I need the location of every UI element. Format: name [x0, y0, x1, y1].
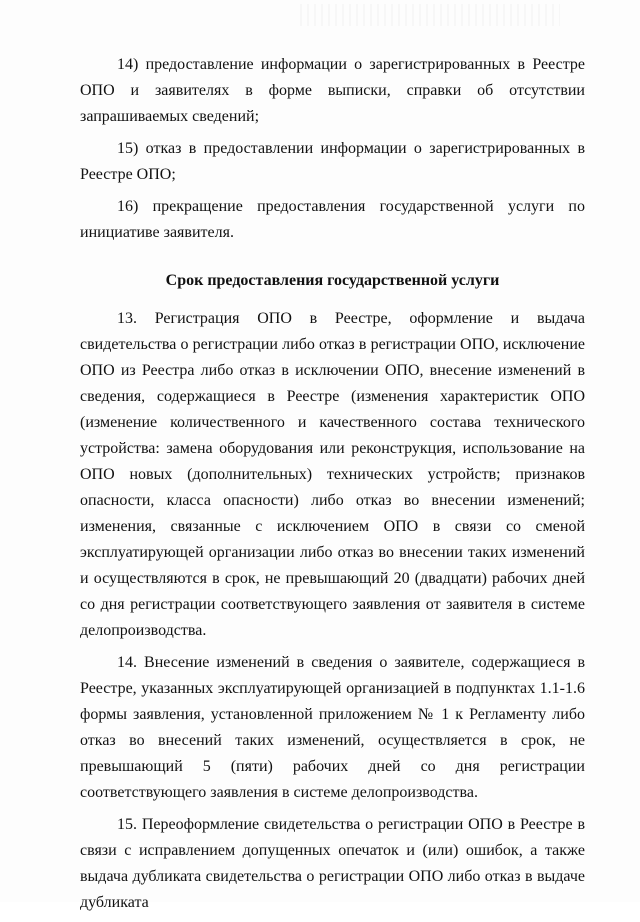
section-heading: Срок предоставления государственной услуги	[165, 272, 500, 289]
scan-artifact	[300, 4, 560, 26]
clause-13: 13. Регистрация ОПО в Реестре, оформление и выдача свидетельства о регистрации либо отказ в регистрации ОПО, исключение ОПО из Реестра либо отказ в исключении ОПО, внесение изменений в сведения, содержащиеся в Реестре (изменения характеристик ОПО (изменение количественного и качественного состава технического устройства: замена оборудования или реконструкция, использование на ОПО новых (дополнительных) технических устройств; признаков опасности, класса опасности) либо отказ во внесении изменений; изменения, связанные с исключением ОПО в связи со сменой эксплуатирующей организации либо отказ во внесении таких изменений и осуществляются в срок, не превышающий 20 (двадцати) рабочих дней со дня регистрации соответствующего заявления от заявителя в системе делопроизводства.	[80, 310, 585, 639]
list-item-15: 15) отказ в предоставлении информации о зарегистрированных в Реестре ОПО;	[80, 140, 585, 183]
list-item-16: 16) прекращение предоставления государственной услуги по инициативе заявителя.	[80, 198, 585, 241]
clause-14: 14. Внесение изменений в сведения о заявителе, содержащиеся в Реестре, указанных эксплуатирующей организацией в подпунктах 1.1-1.6 формы заявления, установленной приложением № 1 к Регламенту либо отказ во внесений таких изменений, осуществляется в срок, не превышающий 5 (пяти) рабочих дней со дня регистрации соответствующего заявления в системе делопроизводства.	[80, 654, 585, 801]
list-item-14: 14) предоставление информации о зарегистрированных в Реестре ОПО и заявителях в форме выписки, справки об отсутствии запрашиваемых сведений;	[80, 56, 585, 125]
clause-15: 15. Переоформление свидетельства о регистрации ОПО в Реестре в связи с исправлением допущенных опечаток и (или) ошибок, а также выдача дубликата свидетельства о регистрации ОПО либо отказ в выдаче дубликата	[80, 816, 585, 911]
document-body	[80, 52, 585, 922]
